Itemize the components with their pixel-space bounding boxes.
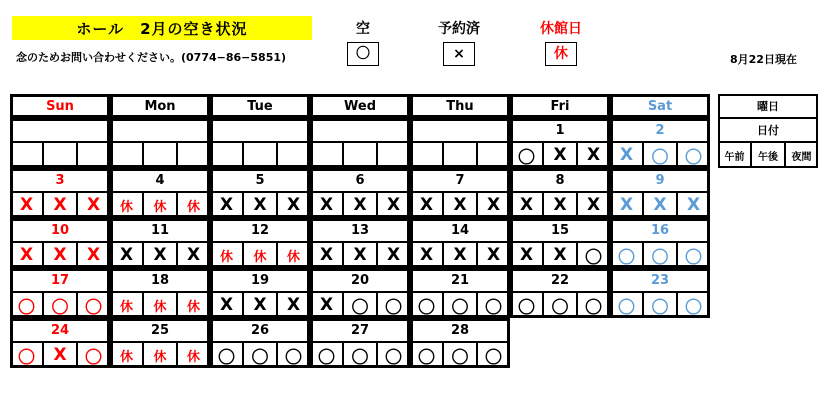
slot-cell [177,342,210,368]
slot-cell [377,192,410,218]
slot-status: 〇 [618,297,635,318]
slot-cell [43,192,77,218]
slot-cell [610,192,643,218]
slot-cell [510,292,543,318]
slot-cell [110,142,143,168]
slot-cell [277,192,310,218]
slot-status: X [53,245,67,265]
slot-cell [410,292,443,318]
day-header-sun: Sun [10,94,110,118]
slot-status: 〇 [485,347,502,368]
date-cell: 17 [10,268,110,292]
slot-cell [143,292,177,318]
slot-status: 〇 [485,297,502,318]
slot-status: 〇 [451,297,469,318]
slot-status: X [519,245,534,265]
legend-label: 空 [356,21,370,37]
slot-status: 〇 [618,247,635,268]
slot-cell [543,292,577,318]
date-cell: 2 [610,118,710,142]
slot-status: X [19,245,34,265]
slot-status: X [553,245,567,265]
slot-status: 〇 [251,347,269,368]
slot-status: 〇 [685,247,702,268]
slot-cell [377,142,410,168]
slot-cell [377,342,410,368]
slot-status: 〇 [218,347,235,368]
slot-status: 〇 [18,347,35,368]
slot-cell [177,192,210,218]
slot-cell [643,192,677,218]
date-cell: 24 [10,318,110,342]
slot-status: X [586,195,601,215]
contact-note: 念のためお問い合わせください。(0774−86−5851) [16,51,287,64]
slot-status: X [319,295,334,315]
date-cell: 15 [510,218,610,242]
slot-cell [477,242,510,268]
slot-cell [310,142,343,168]
slot-status: X [186,245,201,265]
cell-legend [718,94,818,172]
slot-status: X [19,195,34,215]
slot-cell [477,142,510,168]
slot-cell [277,142,310,168]
slot-status: X [553,145,567,165]
slot-cell [477,292,510,318]
legend-symbol: 〇 [347,42,379,66]
slot-cell [310,242,343,268]
slot-cell [110,342,143,368]
slot-cell [10,242,43,268]
date-cell [110,118,210,142]
date-cell: 14 [410,218,510,242]
slot-cell [377,292,410,318]
slot-cell [77,242,110,268]
slot-cell [310,292,343,318]
slot-cell [510,242,543,268]
date-cell: 26 [210,318,310,342]
slot-status: X [453,245,467,265]
slot-status: X [86,195,101,215]
slot-cell [43,292,77,318]
date-cell: 12 [210,218,310,242]
slot-status: X [619,195,634,215]
date-cell: 16 [610,218,710,242]
slot-status: 〇 [585,297,602,318]
page-title: ホール 2月の空き状況 [12,16,312,40]
slot-cell [677,242,710,268]
date-cell: 13 [310,218,410,242]
slot-cell [177,142,210,168]
slot-status: X [219,195,234,215]
slot-cell [210,292,243,318]
slot-cell [243,192,277,218]
slot-cell [177,292,210,318]
slot-cell [277,342,310,368]
date-cell: 28 [410,318,510,342]
slot-status: X [486,245,501,265]
slot-status: 〇 [518,297,535,318]
slot-cell [77,192,110,218]
slot-cell [143,342,177,368]
slot-cell [677,192,710,218]
slot-status: 〇 [418,297,435,318]
slot-cell [143,142,177,168]
slot-cell [410,192,443,218]
date-cell: 9 [610,168,710,192]
slot-cell [10,142,43,168]
slot-cell [143,242,177,268]
slot-status: 〇 [585,247,602,268]
slot-status: 〇 [451,347,469,368]
legend-closed [521,18,601,66]
slot-status: X [119,245,134,265]
slot-cell [210,142,243,168]
day-header-tue: Tue [210,94,310,118]
slot-status: 休 [119,349,133,365]
slot-status: X [586,145,601,165]
slot-cell [10,342,43,368]
slot-status: 休 [153,199,167,215]
slot-cell [243,292,277,318]
slot-status: X [553,195,567,215]
slot-status: X [253,195,267,215]
slot-cell [477,192,510,218]
slot-cell [343,192,377,218]
slot-status: 〇 [85,347,102,368]
slot-cell [443,142,477,168]
date-cell: 27 [310,318,410,342]
slot-cell [643,242,677,268]
slot-status: 〇 [51,297,69,318]
slot-cell [577,142,610,168]
slot-status: X [653,195,667,215]
slot-status: 〇 [18,297,35,318]
slot-cell [243,242,277,268]
day-header-thu: Thu [410,94,510,118]
slot-status: X [319,195,334,215]
slot-status: X [53,345,67,365]
slot-cell [510,192,543,218]
slot-cell [277,292,310,318]
date-cell: 8 [510,168,610,192]
slot-cell [243,342,277,368]
slot-status: 〇 [351,297,369,318]
slot-cell [77,342,110,368]
slot-cell [643,292,677,318]
availability-calendar [10,94,710,384]
slot-status: 〇 [85,297,102,318]
slot-status: X [286,195,301,215]
slot-status: 休 [119,199,133,215]
day-header-mon: Mon [110,94,210,118]
slot-cell [343,242,377,268]
slot-status: 休 [186,349,200,365]
slot-cell [177,242,210,268]
slot-cell [443,242,477,268]
slot-status: 〇 [651,247,669,268]
slot-status: 〇 [351,347,369,368]
slot-cell [577,242,610,268]
date-cell: 18 [110,268,210,292]
slot-status: 休 [286,249,300,265]
slot-cell [143,192,177,218]
slot-cell [610,142,643,168]
date-cell: 7 [410,168,510,192]
slot-cell [43,242,77,268]
day-header-fri: Fri [510,94,610,118]
date-cell: 19 [210,268,310,292]
slot-status: 休 [186,199,200,215]
slot-status: 休 [119,299,133,315]
slot-cell [110,242,143,268]
date-cell: 4 [110,168,210,192]
date-cell: 21 [410,268,510,292]
slot-cell [110,192,143,218]
slot-status: X [253,295,267,315]
slot-cell [377,242,410,268]
date-legend: 日付 [718,118,818,142]
day-header-wed: Wed [310,94,410,118]
slot-status: X [486,195,501,215]
date-cell: 10 [10,218,110,242]
slot-cell [510,142,543,168]
slot-cell [310,342,343,368]
slot-status: 〇 [418,347,435,368]
slot-status: X [219,295,234,315]
slot-cell [10,292,43,318]
slot-cell [443,342,477,368]
slot-legend: 午後 [751,142,785,168]
date-cell: 1 [510,118,610,142]
date-cell: 11 [110,218,210,242]
date-cell [210,118,310,142]
slot-cell [110,292,143,318]
slot-cell [543,142,577,168]
date-cell: 3 [10,168,110,192]
slot-cell [410,342,443,368]
slot-cell [243,142,277,168]
slot-status: X [319,245,334,265]
slot-status: X [86,245,101,265]
slot-status: X [53,195,67,215]
date-cell: 22 [510,268,610,292]
slot-status: X [453,195,467,215]
legend-label: 予約済 [438,21,480,37]
slot-status: X [519,195,534,215]
as-of-date: 8月22日現在 [730,53,797,66]
date-cell [10,118,110,142]
date-cell: 5 [210,168,310,192]
slot-cell [577,292,610,318]
slot-cell [543,192,577,218]
slot-legend: 夜間 [785,142,818,168]
date-cell: 6 [310,168,410,192]
slot-cell [77,292,110,318]
slot-status: X [419,245,434,265]
slot-cell [310,192,343,218]
slot-cell [210,242,243,268]
slot-legend: 午前 [718,142,751,168]
slot-cell [410,242,443,268]
slot-status: 〇 [385,297,402,318]
slot-cell [443,292,477,318]
slot-cell [543,242,577,268]
slot-cell [477,342,510,368]
date-cell [410,118,510,142]
slot-status: 〇 [685,297,702,318]
slot-cell [677,142,710,168]
slot-cell [343,142,377,168]
date-cell: 25 [110,318,210,342]
slot-cell [643,142,677,168]
slot-cell [443,192,477,218]
slot-cell [410,142,443,168]
slot-status: 休 [153,299,167,315]
weekday-legend: 曜日 [718,94,818,118]
slot-status: 〇 [318,347,335,368]
slot-status: X [386,245,401,265]
slot-cell [77,142,110,168]
slot-cell [10,192,43,218]
slot-status: X [386,195,401,215]
slot-status: 〇 [285,347,302,368]
slot-status: 〇 [685,147,702,168]
slot-cell [277,242,310,268]
slot-status: X [419,195,434,215]
legend-symbol: 休 [545,42,577,66]
slot-status: X [619,145,634,165]
slot-status: 休 [153,349,167,365]
slot-cell [677,292,710,318]
date-cell: 23 [610,268,710,292]
slot-cell [610,242,643,268]
slot-status: 〇 [651,297,669,318]
slot-status: X [153,245,167,265]
legend-label: 休館日 [540,21,582,37]
legend-reserved [419,18,499,66]
slot-cell [577,192,610,218]
slot-cell [210,342,243,368]
slot-cell [343,342,377,368]
slot-cell [210,192,243,218]
slot-status: 〇 [518,147,535,168]
slot-status: 休 [219,249,233,265]
legend-vacant [323,18,403,66]
date-cell: 20 [310,268,410,292]
slot-status: 〇 [651,147,669,168]
date-cell [310,118,410,142]
slot-cell [610,292,643,318]
slot-status: 休 [186,299,200,315]
day-header-sat: Sat [610,94,710,118]
slot-status: X [353,195,367,215]
slot-cell [43,142,77,168]
slot-status: 休 [253,249,267,265]
slot-cell [343,292,377,318]
slot-status: X [353,245,367,265]
slot-status: 〇 [551,297,569,318]
slot-cell [43,342,77,368]
legend-symbol: × [443,42,475,66]
slot-status: X [686,195,701,215]
slot-status: X [286,295,301,315]
slot-status: 〇 [385,347,402,368]
